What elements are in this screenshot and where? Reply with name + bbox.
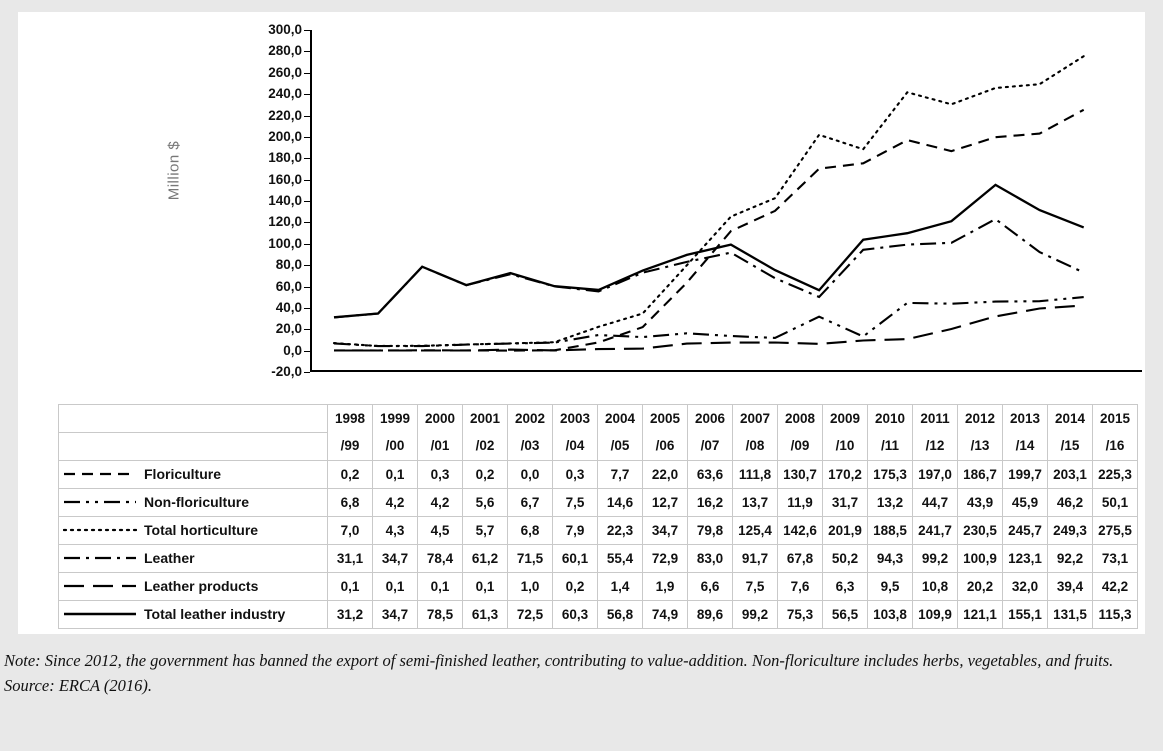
data-cell: 55,4 [598,545,643,573]
data-cell: 31,2 [328,601,373,629]
series-name: Floriculture [144,466,222,482]
series-name: Leather [144,550,195,566]
column-header-year2: /01 [418,433,463,461]
column-header-year2: /10 [823,433,868,461]
data-cell: 99,2 [913,545,958,573]
data-cell: 0,1 [373,573,418,601]
column-header-year: 2004 [598,405,643,433]
data-cell: 6,6 [688,573,733,601]
table-corner-cell [59,433,328,461]
y-tick-label: 0,0 [283,342,302,358]
data-cell: 61,2 [463,545,508,573]
table-row [59,517,1138,545]
data-cell: 13,2 [868,489,913,517]
data-cell: 89,6 [688,601,733,629]
series-legend-cell [59,601,328,629]
column-header-year2: /09 [778,433,823,461]
data-cell: 0,3 [418,461,463,489]
data-cell: 0,2 [553,573,598,601]
column-header-year: 2013 [1003,405,1048,433]
data-cell: 31,7 [823,489,868,517]
data-cell: 34,7 [643,517,688,545]
data-cell: 0,2 [463,461,508,489]
column-header-year2: /05 [598,433,643,461]
data-cell: 22,3 [598,517,643,545]
column-header-year: 2007 [733,405,778,433]
data-cell: 46,2 [1048,489,1093,517]
column-header-year: 2002 [508,405,553,433]
column-header-year2: /13 [958,433,1003,461]
data-cell: 123,1 [1003,545,1048,573]
data-cell: 225,3 [1093,461,1138,489]
data-cell: 103,8 [868,601,913,629]
data-cell: 111,8 [733,461,778,489]
data-cell: 0,1 [373,461,418,489]
data-cell: 275,5 [1093,517,1138,545]
data-cell: 11,9 [778,489,823,517]
data-cell: 31,1 [328,545,373,573]
column-header-year: 2010 [868,405,913,433]
data-cell: 142,6 [778,517,823,545]
data-cell: 109,9 [913,601,958,629]
data-cell: 44,7 [913,489,958,517]
data-cell: 92,2 [1048,545,1093,573]
data-cell: 7,7 [598,461,643,489]
data-cell: 1,0 [508,573,553,601]
data-cell: 125,4 [733,517,778,545]
column-header-year: 2014 [1048,405,1093,433]
column-header-year: 2009 [823,405,868,433]
data-table [58,404,1138,629]
y-tick-label: 180,0 [268,150,302,166]
series-line [334,185,1084,317]
column-header-year2: /14 [1003,433,1048,461]
chart-card [18,12,1145,634]
data-cell: 188,5 [868,517,913,545]
y-tick-label: 220,0 [268,107,302,123]
legend-line-icon [63,580,137,592]
series-lines [310,30,1144,374]
data-cell: 79,8 [688,517,733,545]
data-cell: 78,4 [418,545,463,573]
data-cell: 7,9 [553,517,598,545]
data-cell: 100,9 [958,545,1003,573]
data-cell: 13,7 [733,489,778,517]
plot-area [18,12,1145,402]
data-cell: 72,5 [508,601,553,629]
column-header-year: 2000 [418,405,463,433]
data-cell: 6,8 [508,517,553,545]
legend-line-icon [63,468,137,480]
data-cell: 63,6 [688,461,733,489]
series-name: Leather products [144,578,259,594]
column-header-year2: /02 [463,433,508,461]
legend-line-icon [63,524,137,536]
y-tick-label: 140,0 [268,193,302,208]
series-line [334,219,1084,317]
column-header-year: 2015 [1093,405,1138,433]
data-cell: 22,0 [643,461,688,489]
y-tick-label: 160,0 [268,171,302,187]
data-cell: 6,7 [508,489,553,517]
data-cell: 0,1 [463,573,508,601]
y-tick-label: 280,0 [268,43,302,59]
table-corner-cell [59,405,328,433]
y-tick-label: 40,0 [275,299,302,315]
column-header-year: 2003 [553,405,598,433]
data-cell: 61,3 [463,601,508,629]
footer-note: Note: Since 2012, the government has banned the export of semi-finished leather, contributing to value-addition. Non-floriculture includes herbs, vegetables, and fruits. [4,651,1114,670]
data-cell: 91,7 [733,545,778,573]
column-header-year2: /99 [328,433,373,461]
data-cell: 186,7 [958,461,1003,489]
data-cell: 6,3 [823,573,868,601]
y-tick-label: 100,0 [268,235,302,251]
y-tick-label: 240,0 [268,86,302,102]
series-line [334,110,1084,351]
column-header-year2: /03 [508,433,553,461]
data-cell: 14,6 [598,489,643,517]
data-cell: 16,2 [688,489,733,517]
table-row [59,573,1138,601]
data-cell: 249,3 [1048,517,1093,545]
data-cell: 0,0 [508,461,553,489]
data-cell: 6,8 [328,489,373,517]
data-cell: 7,0 [328,517,373,545]
data-cell: 7,5 [733,573,778,601]
data-cell: 9,5 [868,573,913,601]
y-tick-label: 20,0 [275,321,302,337]
data-cell: 60,1 [553,545,598,573]
y-tick-label: 120,0 [268,214,302,230]
table-row [59,545,1138,573]
data-cell: 0,3 [553,461,598,489]
column-header-year2: /06 [643,433,688,461]
data-cell: 1,4 [598,573,643,601]
data-cell: 4,3 [373,517,418,545]
data-cell: 94,3 [868,545,913,573]
data-cell: 0,2 [328,461,373,489]
column-header-year: 2005 [643,405,688,433]
series-legend-cell [59,573,328,601]
data-cell: 74,9 [643,601,688,629]
y-axis-ticks [230,12,302,402]
data-cell: 7,5 [553,489,598,517]
table-row [59,601,1138,629]
column-header-year: 2011 [913,405,958,433]
column-header-year: 1998 [328,405,373,433]
data-cell: 42,2 [1093,573,1138,601]
column-header-year2: /07 [688,433,733,461]
series-legend-cell [59,545,328,573]
data-cell: 197,0 [913,461,958,489]
data-cell: 7,6 [778,573,823,601]
data-cell: 56,5 [823,601,868,629]
series-legend-cell [59,461,328,489]
data-cell: 32,0 [1003,573,1048,601]
figure-footer [4,648,1154,698]
data-cell: 201,9 [823,517,868,545]
series-line [334,306,1084,351]
series-line [334,56,1084,346]
column-header-year2: /00 [373,433,418,461]
column-header-year: 1999 [373,405,418,433]
data-cell: 175,3 [868,461,913,489]
data-cell: 4,2 [418,489,463,517]
data-cell: 50,2 [823,545,868,573]
y-tick-label: 300,0 [268,22,302,37]
data-cell: 155,1 [1003,601,1048,629]
data-cell: 43,9 [958,489,1003,517]
data-cell: 131,5 [1048,601,1093,629]
data-cell: 5,7 [463,517,508,545]
data-table-wrap [58,404,1138,629]
data-cell: 12,7 [643,489,688,517]
table-header-row-bottom [59,433,1138,461]
data-cell: 121,1 [958,601,1003,629]
data-cell: 20,2 [958,573,1003,601]
column-header-year: 2006 [688,405,733,433]
column-header-year2: /12 [913,433,958,461]
data-cell: 1,9 [643,573,688,601]
y-tick-label: 200,0 [268,128,302,144]
y-tick-label: -20,0 [271,364,302,379]
series-name: Non-floriculture [144,494,249,510]
data-cell: 170,2 [823,461,868,489]
data-cell: 0,1 [328,573,373,601]
data-cell: 10,8 [913,573,958,601]
table-row [59,489,1138,517]
data-cell: 199,7 [1003,461,1048,489]
data-cell: 73,1 [1093,545,1138,573]
legend-line-icon [63,608,137,620]
column-header-year2: /04 [553,433,598,461]
series-line [334,297,1084,346]
data-cell: 34,7 [373,601,418,629]
footer-source: Source: ERCA (2016). [4,676,153,695]
data-cell: 72,9 [643,545,688,573]
y-tick-label: 260,0 [268,64,302,80]
data-cell: 241,7 [913,517,958,545]
data-cell: 71,5 [508,545,553,573]
series-name: Total horticulture [144,522,259,538]
data-cell: 230,5 [958,517,1003,545]
data-cell: 34,7 [373,545,418,573]
data-cell: 245,7 [1003,517,1048,545]
y-tick-label: 60,0 [275,278,302,294]
legend-line-icon [63,552,137,564]
data-cell: 56,8 [598,601,643,629]
data-cell: 45,9 [1003,489,1048,517]
column-header-year2: /08 [733,433,778,461]
column-header-year: 2001 [463,405,508,433]
legend-line-icon [63,496,137,508]
data-cell: 60,3 [553,601,598,629]
data-cell: 4,2 [373,489,418,517]
series-legend-cell [59,489,328,517]
table-row [59,461,1138,489]
data-cell: 203,1 [1048,461,1093,489]
series-name: Total leather industry [144,606,286,622]
data-cell: 0,1 [418,573,463,601]
column-header-year2: /15 [1048,433,1093,461]
data-cell: 5,6 [463,489,508,517]
series-legend-cell [59,517,328,545]
column-header-year: 2008 [778,405,823,433]
data-cell: 75,3 [778,601,823,629]
data-cell: 99,2 [733,601,778,629]
column-header-year2: /11 [868,433,913,461]
y-tick-label: 80,0 [275,257,302,273]
table-header-row-top [59,405,1138,433]
data-cell: 130,7 [778,461,823,489]
column-header-year2: /16 [1093,433,1138,461]
y-axis-label: Million $ [165,140,183,201]
column-header-year: 2012 [958,405,1003,433]
data-cell: 39,4 [1048,573,1093,601]
data-cell: 67,8 [778,545,823,573]
data-cell: 83,0 [688,545,733,573]
data-cell: 4,5 [418,517,463,545]
data-cell: 115,3 [1093,601,1138,629]
data-cell: 50,1 [1093,489,1138,517]
data-cell: 78,5 [418,601,463,629]
